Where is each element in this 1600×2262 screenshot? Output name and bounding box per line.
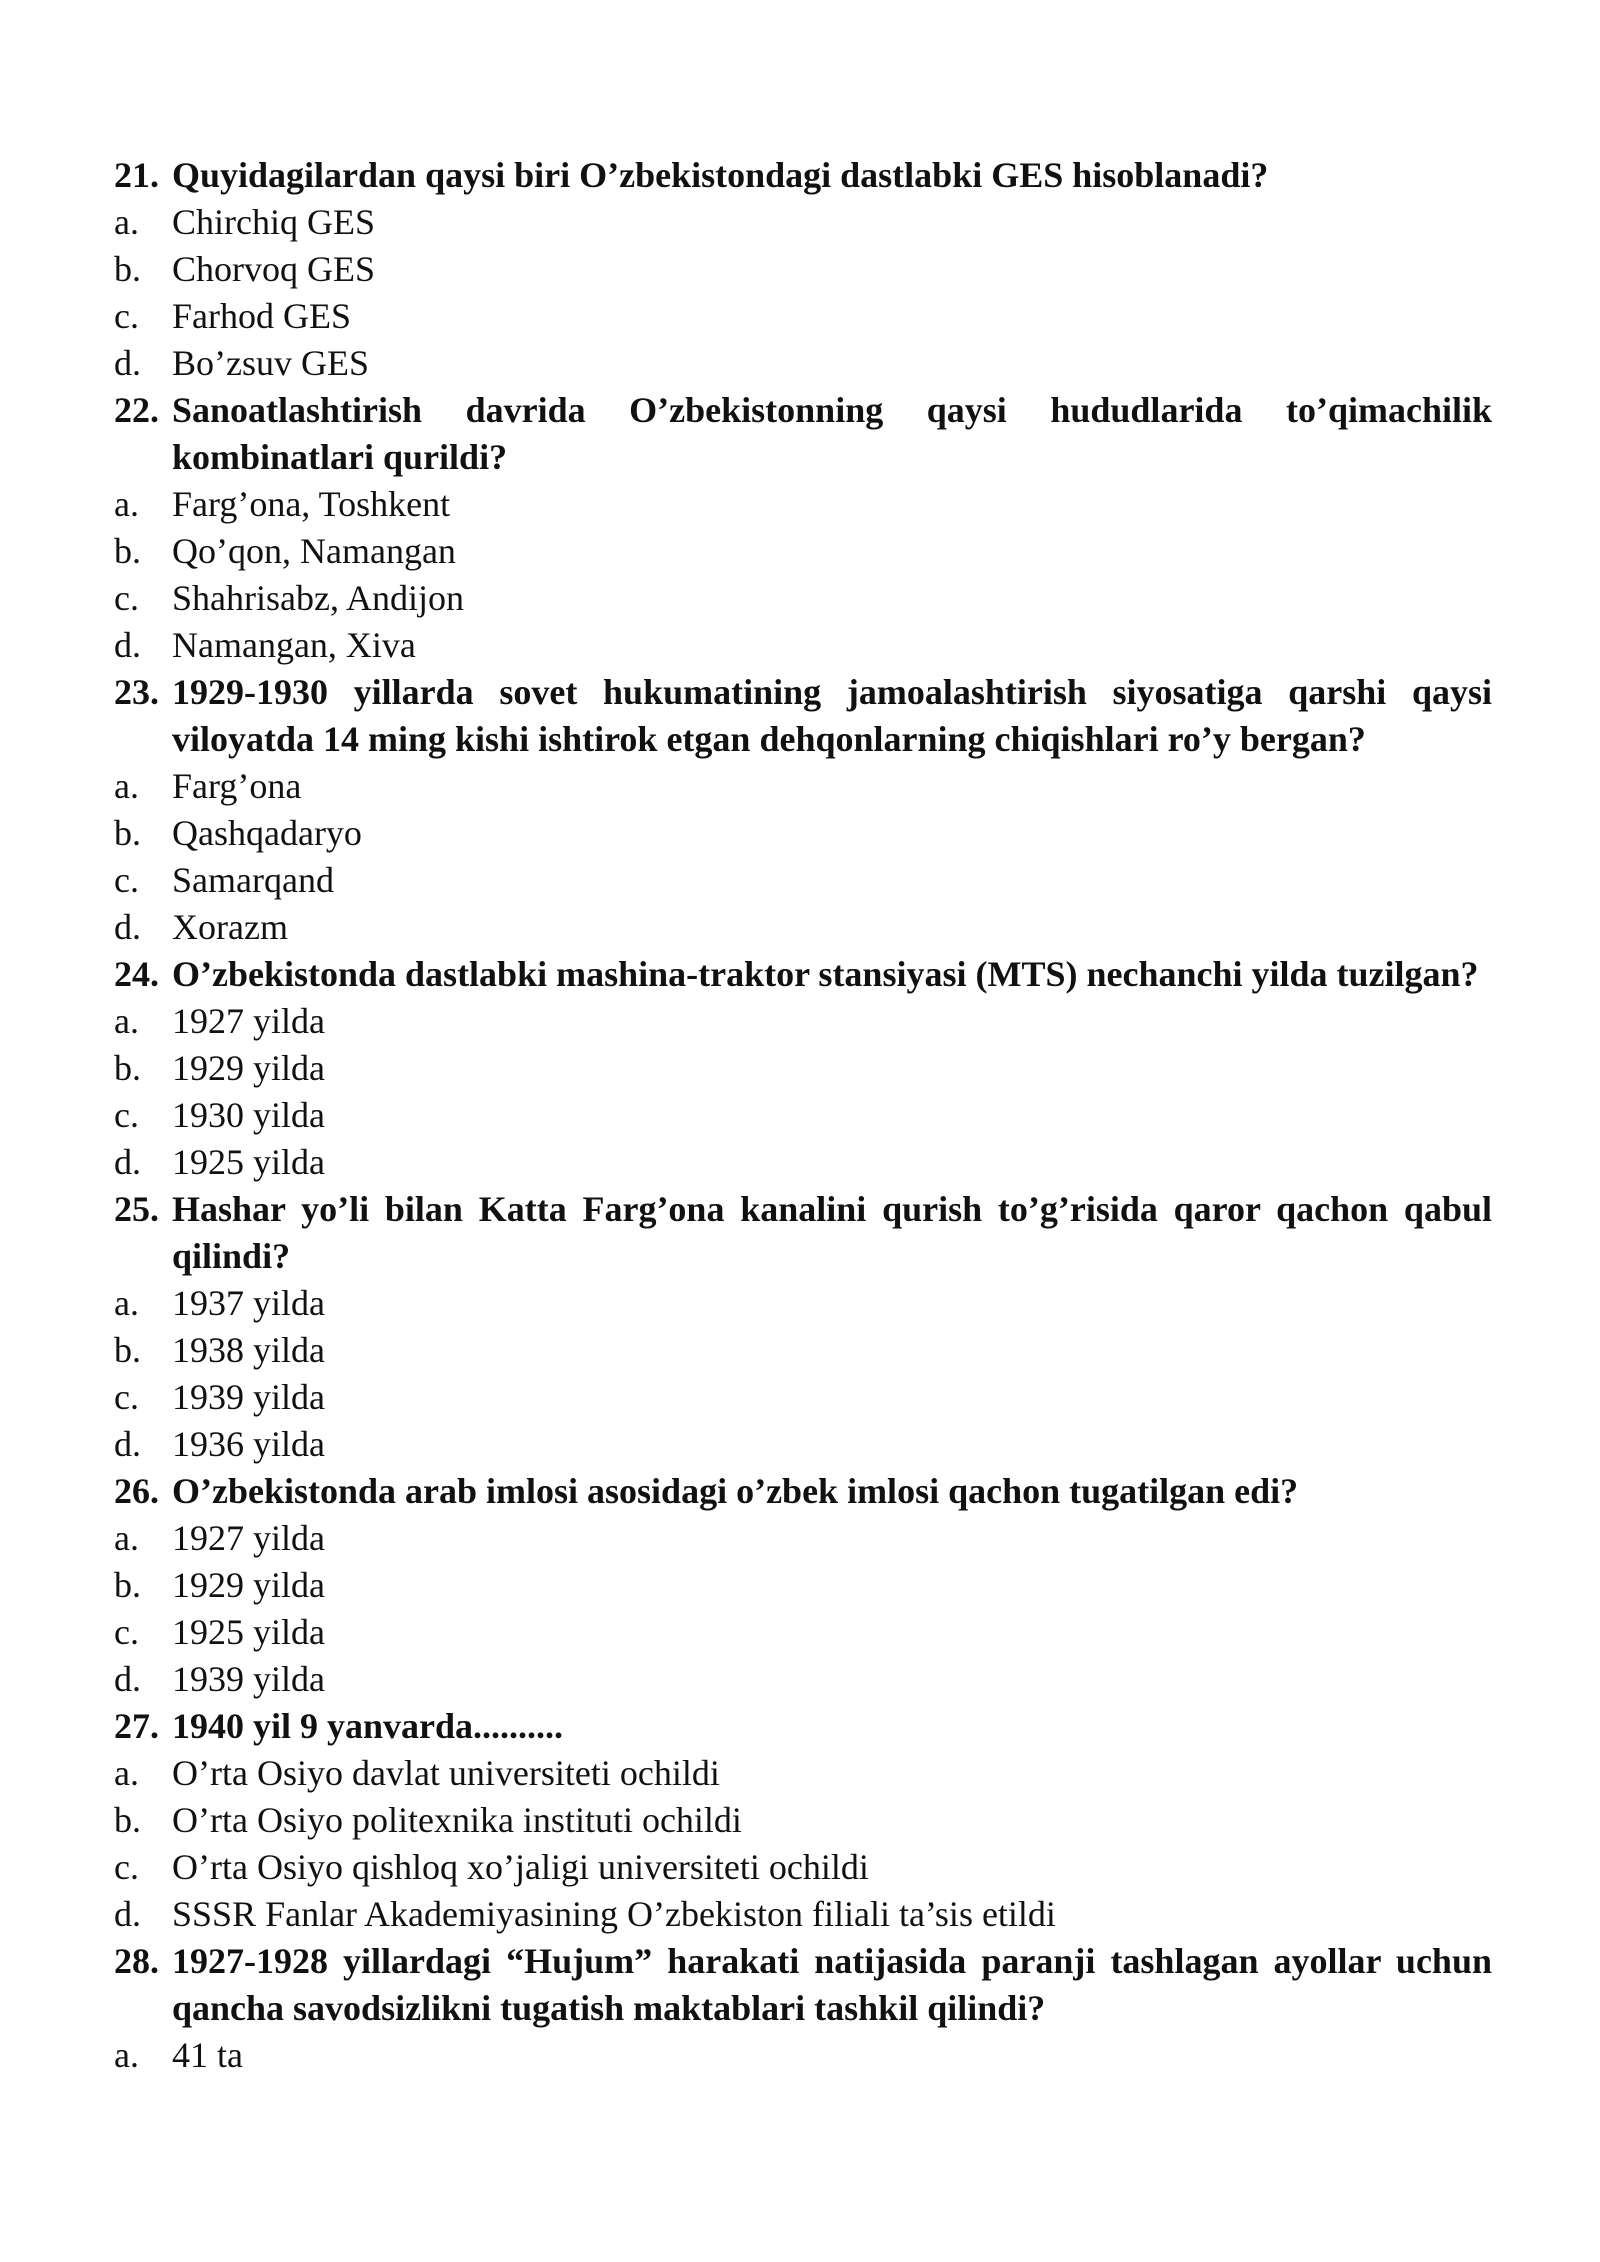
- option-letter: c.: [114, 1847, 139, 1887]
- option-25-c: [114, 1374, 1492, 1421]
- option-text: O’rta Osiyo davlat universiteti ochildi: [172, 1753, 720, 1793]
- option-21-a: [114, 199, 1492, 246]
- option-22-d: [114, 622, 1492, 669]
- option-letter: a.: [114, 202, 139, 242]
- option-27-c: [114, 1844, 1492, 1891]
- option-text: Farhod GES: [172, 296, 351, 336]
- option-28-a: [114, 2032, 1492, 2079]
- option-letter: d.: [114, 1424, 141, 1464]
- option-text: 1927 yilda: [172, 1518, 325, 1558]
- option-26-b: [114, 1562, 1492, 1609]
- option-22-a: [114, 481, 1492, 528]
- option-letter: a.: [114, 1283, 139, 1323]
- option-text: 1929 yilda: [172, 1565, 325, 1605]
- option-text: SSSR Fanlar Akademiyasining O’zbekiston filiali ta’sis etildi: [172, 1894, 1056, 1934]
- question-21: [114, 152, 1492, 199]
- option-letter: c.: [114, 1095, 139, 1135]
- option-letter: d.: [114, 1142, 141, 1182]
- option-letter: c.: [114, 1612, 139, 1652]
- option-25-a: [114, 1280, 1492, 1327]
- option-letter: a.: [114, 766, 139, 806]
- question-text: Sanoatlashtirish davrida O’zbekistonning qaysi hududlarida to’qimachilik kombinatlari qurildi?: [172, 390, 1492, 477]
- option-text: Qashqadaryo: [172, 813, 362, 853]
- option-21-d: [114, 340, 1492, 387]
- option-text: Qo’qon, Namangan: [172, 531, 456, 571]
- option-text: O’rta Osiyo politexnika instituti ochildi: [172, 1800, 742, 1840]
- option-text: Bo’zsuv GES: [172, 343, 369, 383]
- question-number: 24.: [114, 954, 159, 994]
- option-text: Farg’ona: [172, 766, 302, 806]
- option-23-d: [114, 904, 1492, 951]
- question-23: [114, 669, 1492, 763]
- option-text: Namangan, Xiva: [172, 625, 416, 665]
- option-letter: b.: [114, 1565, 141, 1605]
- question-22: [114, 387, 1492, 481]
- option-27-d: [114, 1891, 1492, 1938]
- option-letter: d.: [114, 1894, 141, 1934]
- option-23-a: [114, 763, 1492, 810]
- option-22-c: [114, 575, 1492, 622]
- option-25-d: [114, 1421, 1492, 1468]
- question-text: O’zbekistonda arab imlosi asosidagi o’zbek imlosi qachon tugatilgan edi?: [172, 1471, 1299, 1511]
- option-letter: b.: [114, 1800, 141, 1840]
- option-letter: c.: [114, 1377, 139, 1417]
- question-number: 27.: [114, 1706, 159, 1746]
- option-27-b: [114, 1797, 1492, 1844]
- option-24-c: [114, 1092, 1492, 1139]
- option-23-b: [114, 810, 1492, 857]
- question-text: Hashar yo’li bilan Katta Farg’ona kanalini qurish to’g’risida qaror qachon qabul qilindi?: [172, 1189, 1492, 1276]
- question-28: [114, 1938, 1492, 2032]
- option-letter: b.: [114, 531, 141, 571]
- option-letter: c.: [114, 860, 139, 900]
- option-text: 1939 yilda: [172, 1377, 325, 1417]
- option-26-d: [114, 1656, 1492, 1703]
- option-letter: d.: [114, 907, 141, 947]
- option-text: 1925 yilda: [172, 1612, 325, 1652]
- option-letter: b.: [114, 1048, 141, 1088]
- option-24-a: [114, 998, 1492, 1045]
- option-letter: d.: [114, 625, 141, 665]
- option-text: Farg’ona, Toshkent: [172, 484, 451, 524]
- option-text: 1936 yilda: [172, 1424, 325, 1464]
- option-letter: d.: [114, 343, 141, 383]
- option-text: Shahrisabz, Andijon: [172, 578, 464, 618]
- option-letter: a.: [114, 484, 139, 524]
- question-text: O’zbekistonda dastlabki mashina-traktor stansiyasi (MTS) nechanchi yilda tuzilgan?: [172, 954, 1479, 994]
- option-21-b: [114, 246, 1492, 293]
- option-text: 1930 yilda: [172, 1095, 325, 1135]
- option-letter: d.: [114, 1659, 141, 1699]
- question-text: 1929-1930 yillarda sovet hukumatining jamoalashtirish siyosatiga qarshi qaysi viloyatda 14 ming kishi ishtirok etgan dehqonlarning chiqishlari ro’y bergan?: [172, 672, 1492, 759]
- option-22-b: [114, 528, 1492, 575]
- question-24: [114, 951, 1492, 998]
- question-text: Quyidagilardan qaysi biri O’zbekistondagi dastlabki GES hisoblanadi?: [172, 155, 1269, 195]
- question-number: 23.: [114, 672, 159, 712]
- question-number: 28.: [114, 1941, 159, 1981]
- option-23-c: [114, 857, 1492, 904]
- question-27: [114, 1703, 1492, 1750]
- question-list: [114, 152, 1492, 2079]
- question-number: 21.: [114, 155, 159, 195]
- option-text: 1938 yilda: [172, 1330, 325, 1370]
- option-text: 41 ta: [172, 2035, 243, 2075]
- option-letter: a.: [114, 1001, 139, 1041]
- option-21-c: [114, 293, 1492, 340]
- option-letter: a.: [114, 2035, 139, 2075]
- option-letter: a.: [114, 1753, 139, 1793]
- option-text: 1929 yilda: [172, 1048, 325, 1088]
- question-text: 1940 yil 9 yanvarda..........: [172, 1706, 564, 1746]
- option-text: 1927 yilda: [172, 1001, 325, 1041]
- option-text: Xorazm: [172, 907, 288, 947]
- option-26-a: [114, 1515, 1492, 1562]
- option-letter: c.: [114, 296, 139, 336]
- question-number: 26.: [114, 1471, 159, 1511]
- option-24-d: [114, 1139, 1492, 1186]
- question-number: 25.: [114, 1189, 159, 1229]
- option-24-b: [114, 1045, 1492, 1092]
- option-27-a: [114, 1750, 1492, 1797]
- option-text: 1937 yilda: [172, 1283, 325, 1323]
- option-letter: b.: [114, 249, 141, 289]
- option-26-c: [114, 1609, 1492, 1656]
- option-text: Chorvoq GES: [172, 249, 376, 289]
- option-text: Samarqand: [172, 860, 334, 900]
- option-letter: a.: [114, 1518, 139, 1558]
- option-letter: b.: [114, 1330, 141, 1370]
- question-number: 22.: [114, 390, 159, 430]
- option-25-b: [114, 1327, 1492, 1374]
- option-text: 1925 yilda: [172, 1142, 325, 1182]
- option-text: O’rta Osiyo qishloq xo’jaligi universiteti ochildi: [172, 1847, 869, 1887]
- question-25: [114, 1186, 1492, 1280]
- option-letter: b.: [114, 813, 141, 853]
- option-text: Chirchiq GES: [172, 202, 375, 242]
- option-letter: c.: [114, 578, 139, 618]
- question-26: [114, 1468, 1492, 1515]
- option-text: 1939 yilda: [172, 1659, 325, 1699]
- question-text: 1927-1928 yillardagi “Hujum” harakati natijasida paranji tashlagan ayollar uchun qancha savodsizlikni tugatish maktablari tashkil qilindi?: [172, 1941, 1492, 2028]
